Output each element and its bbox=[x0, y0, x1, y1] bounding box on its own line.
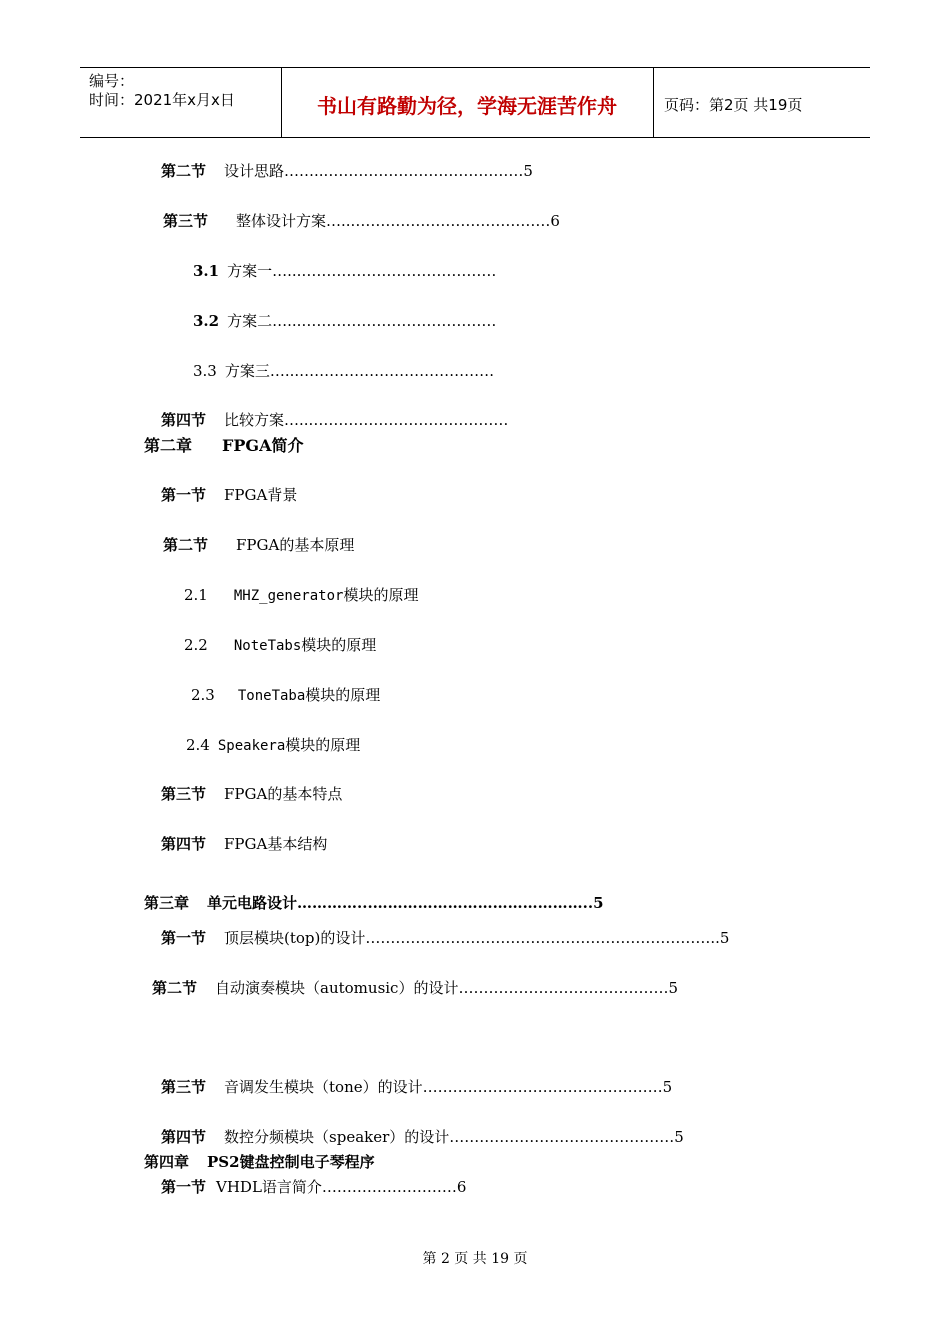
chapter-heading bbox=[144, 893, 604, 913]
page-footer: 第 2 页 共 19 页 bbox=[422, 1251, 528, 1267]
time-label: 时间：2021年x月x日 bbox=[89, 91, 235, 109]
toc-entry bbox=[161, 1177, 466, 1197]
toc-title: 模块的原理 bbox=[305, 686, 381, 704]
toc-label: 第四节 bbox=[161, 411, 207, 429]
toc-title: 音调发生模块（tone）的设计…………………………………………5 bbox=[224, 1078, 673, 1096]
toc-entry bbox=[191, 685, 380, 706]
header-right-cell bbox=[654, 68, 870, 137]
toc-title: FPGA的基本原理 bbox=[236, 536, 355, 554]
toc-entry bbox=[161, 410, 508, 430]
number-label: 编号： bbox=[89, 72, 135, 90]
toc-title: 数控分频模块（speaker）的设计………………………………………5 bbox=[224, 1128, 684, 1146]
toc-title: 自动演奏模块（automusic）的设计……………………………………5 bbox=[215, 979, 679, 997]
toc-label: 第二节 bbox=[161, 162, 207, 180]
header-motto: 书山有路勤为径，学海无涯苦作舟 bbox=[317, 94, 617, 118]
toc-entry bbox=[161, 1127, 684, 1147]
toc-label: 2.3 bbox=[191, 686, 215, 704]
toc-title: FPGA的基本特点 bbox=[224, 785, 343, 803]
toc-label: 第一节 bbox=[161, 486, 207, 504]
toc-title: 设计思路……...…………………………………5 bbox=[224, 162, 533, 180]
toc-entry bbox=[161, 784, 342, 804]
chapter-heading bbox=[144, 436, 304, 456]
toc-code: MHZ_generator bbox=[233, 588, 344, 604]
toc-entry bbox=[163, 211, 560, 231]
toc-label: 第三节 bbox=[161, 1078, 207, 1096]
toc-title: 方案一…...………………………………… bbox=[227, 262, 497, 280]
toc-label: 第三节 bbox=[163, 212, 209, 230]
toc-title: 模块的原理 bbox=[285, 736, 361, 754]
toc-entry bbox=[152, 978, 678, 998]
toc-entry bbox=[184, 585, 418, 606]
toc-title: VHDL语言简介………………………6 bbox=[216, 1178, 467, 1196]
toc-code: ToneTaba bbox=[237, 688, 306, 704]
toc-label: 第二节 bbox=[152, 979, 198, 997]
chapter-heading bbox=[144, 1152, 375, 1172]
toc-code: Speakera bbox=[217, 738, 286, 754]
toc-entry bbox=[161, 1077, 672, 1097]
toc-label: 2.2 bbox=[184, 636, 208, 654]
toc-entry bbox=[161, 485, 297, 505]
toc-title: 整体设计方案…...…………………………………6 bbox=[236, 212, 560, 230]
toc-title: 模块的原理 bbox=[301, 636, 377, 654]
toc-title: FPGA简介 bbox=[222, 436, 304, 455]
toc-label: 第四节 bbox=[161, 1128, 207, 1146]
toc-label: 3.2 bbox=[193, 312, 220, 330]
toc-label: 第二节 bbox=[163, 536, 209, 554]
toc-entry bbox=[193, 311, 496, 331]
toc-label: 2.1 bbox=[184, 586, 208, 604]
toc-label: 3.1 bbox=[193, 262, 220, 280]
page-header bbox=[80, 67, 870, 138]
toc-label: 第四节 bbox=[161, 835, 207, 853]
header-left-cell bbox=[80, 68, 282, 137]
toc-title: 单元电路设计…………...……………………………………..5 bbox=[207, 894, 604, 912]
toc-label: 第一节 bbox=[161, 1178, 207, 1196]
toc-entry bbox=[161, 161, 533, 181]
toc-label: 第一节 bbox=[161, 929, 207, 947]
toc-entry bbox=[193, 261, 496, 281]
toc-entry bbox=[163, 535, 354, 555]
toc-title: 方案三…...………………………………… bbox=[224, 362, 495, 380]
toc-title: FPGA背景 bbox=[224, 486, 298, 504]
header-middle-cell bbox=[281, 68, 654, 137]
toc-label: 3.3 bbox=[193, 362, 217, 380]
toc-entry bbox=[193, 361, 494, 381]
toc-label: 第三节 bbox=[161, 785, 207, 803]
toc-title: 比较方案…...………………………………… bbox=[224, 411, 509, 429]
toc-title: FPGA基本结构 bbox=[224, 835, 328, 853]
toc-label: 第二章 bbox=[144, 436, 193, 455]
toc-entry bbox=[186, 735, 360, 756]
toc-entry bbox=[161, 928, 729, 948]
toc-label: 第三章 bbox=[144, 894, 190, 912]
toc-label: 第四章 bbox=[144, 1153, 190, 1171]
toc-entry bbox=[184, 635, 376, 656]
toc-title: 顶层模块(top)的设计……………………………………………………………..5 bbox=[224, 929, 730, 947]
toc-entry bbox=[161, 834, 327, 854]
toc-title: PS2键盘控制电子琴程序 bbox=[207, 1153, 375, 1171]
toc-title: 方案二…...………………………………… bbox=[227, 312, 497, 330]
toc-code: NoteTabs bbox=[233, 638, 302, 654]
toc-title: 模块的原理 bbox=[343, 586, 419, 604]
header-page-info: 页码：第2页 共19页 bbox=[664, 96, 803, 114]
toc-label: 2.4 bbox=[186, 736, 210, 754]
